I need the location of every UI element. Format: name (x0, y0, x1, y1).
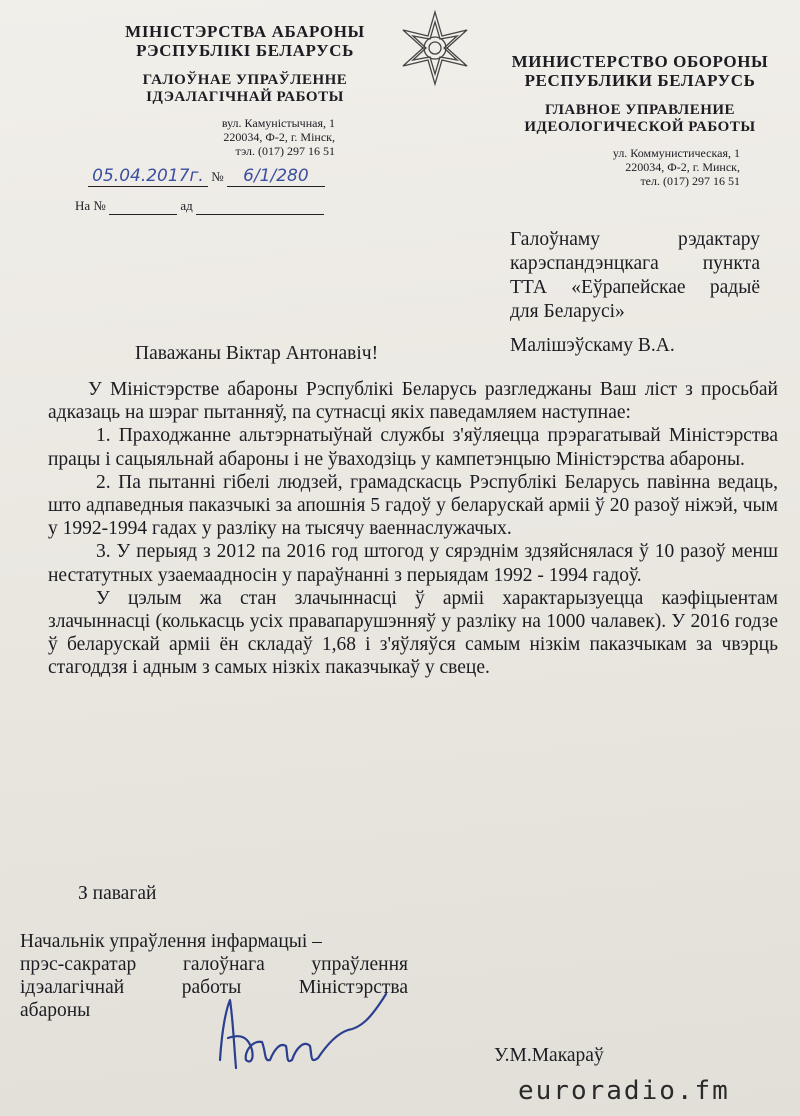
header-right (480, 52, 800, 188)
recipient-word: ТТА (510, 277, 547, 298)
recipient-org-line: для Беларусі» (510, 301, 625, 322)
title-line-4: абароны (20, 1000, 91, 1021)
number-sign: № (211, 169, 224, 184)
title-word: ідэалагічнай (20, 977, 125, 998)
outgoing-reference (88, 166, 325, 187)
ministry-name-by (95, 22, 395, 60)
reply-date-prefix: ад (180, 198, 193, 213)
address-line-2: 220034, Ф-2, г. Минск, (625, 160, 740, 174)
item-2-paragraph: 2. Па пытанні гібелі людзей, грамадскасць Рэспублікі Беларусь павінна ведаць, што адпаведныя паказчыкі за апошнія 5 гадоў у беларускай арміі ў 20 разоў ніжэй, чым у 1992-1994 гадах у разліку на тысячу ваеннаслужачых. (48, 471, 778, 540)
dept-line-2: ІДЭАЛАГІЧНАЙ РАБОТЫ (146, 89, 344, 105)
address-line-1: ул. Коммунистическая, 1 (612, 146, 740, 160)
euroradio-watermark: euroradio.fm (518, 1076, 730, 1106)
ministry-line-1: МІНІСТЭРСТВА АБАРОНЫ (125, 22, 365, 41)
department-name-ru (480, 102, 800, 136)
conclusion-paragraph: У цэлым жа стан злачыннасці ў арміі характарызуецца каэфіцыентам злачыннасці (колькасць усіх правапарушэнняў у разліку на 1000 чалавек). У 2016 годзе ў беларускай арміі ён складаў 1,68 і з'яўляўся самым нізкім паказчыкам за чвэрць стагоддзя і адным з самых нізкіх паказчыкаў у свеце. (48, 587, 778, 679)
recipient-word: карэспандэнцкага (510, 253, 659, 274)
reply-prefix: На № (75, 198, 106, 213)
item-1-paragraph: 1. Праходжанне альтэрнатыўнай службы з'яўляецца прэрагатывай Міністэрства працы і сацыяльнай абароны і не ўваходзіць у кампетэнцыю Міністэрства абароны. (48, 425, 778, 470)
title-word: упраўлення (311, 954, 408, 975)
item-3-paragraph: 3. У перыяд з 2012 па 2016 год штогод у сярэднім здзяйснялася ў 10 разоў менш нестатутных узаемаадносін у параўнанні з перыядам 1992 - 1994 гадоў. (48, 541, 778, 586)
recipient-block (510, 228, 760, 358)
handwritten-signature-icon (200, 990, 400, 1090)
address-line-3: тэл. (017) 297 16 51 (235, 144, 335, 158)
address-ru (480, 146, 800, 188)
recipient-word: радыё (709, 277, 760, 298)
recipient-word: рэдактару (677, 229, 760, 250)
dept-line-2: ИДЕОЛОГИЧЕСКОЙ РАБОТЫ (524, 119, 756, 135)
signer-name: У.М.Макараў (494, 1045, 604, 1066)
recipient-word: Галоўнаму (510, 229, 601, 250)
header-left (95, 22, 395, 158)
title-line-1: Начальнік упраўлення інфармацыі – (20, 931, 322, 952)
dept-line-1: ГЛАВНОЕ УПРАВЛЕНИЕ (544, 102, 736, 118)
title-word: галоўнага (182, 954, 265, 975)
intro-paragraph: У Міністэрстве абароны Рэспублікі Беларусь разгледжаны Ваш ліст з просьбай адказаць на шэраг пытанняў, па сутнасці якіх паведамляем наступнае: (48, 379, 778, 424)
ministry-line-1: МИНИСТЕРСТВО ОБОРОНЫ (511, 52, 769, 71)
recipient-word: пункта (702, 253, 760, 274)
ministry-line-2: РЭСПУБЛІКІ БЕЛАРУСЬ (136, 41, 354, 60)
title-word: прэс-сакратар (20, 954, 137, 975)
address-line-3: тел. (017) 297 16 51 (640, 174, 740, 188)
recipient-word: «Еўрапейскае (571, 277, 686, 298)
title-word: работы (181, 977, 242, 998)
ministry-line-2: РЕСПУБЛИКИ БЕЛАРУСЬ (524, 71, 756, 90)
number-handwritten: 6/1/280 (227, 166, 325, 187)
address-by (95, 116, 395, 158)
department-name-by (95, 72, 395, 106)
incoming-reference (75, 198, 324, 215)
closing-phrase: З павагай (78, 883, 157, 904)
letter-body (48, 378, 778, 680)
ministry-name-ru (480, 52, 800, 90)
dept-line-1: ГАЛОЎНАЕ УПРАЎЛЕННЕ (142, 72, 348, 88)
date-handwritten: 05.04.2017г. (88, 166, 208, 187)
recipient-name: Малішэўскаму В.А. (510, 335, 675, 356)
ministry-emblem-icon (395, 8, 475, 88)
address-line-2: 220034, Ф-2, г. Мінск, (223, 130, 335, 144)
address-line-1: вул. Камуністычная, 1 (221, 116, 335, 130)
salutation: Паважаны Віктар Антонавіч! (135, 343, 379, 364)
title-word: Міністэрства (298, 977, 408, 998)
